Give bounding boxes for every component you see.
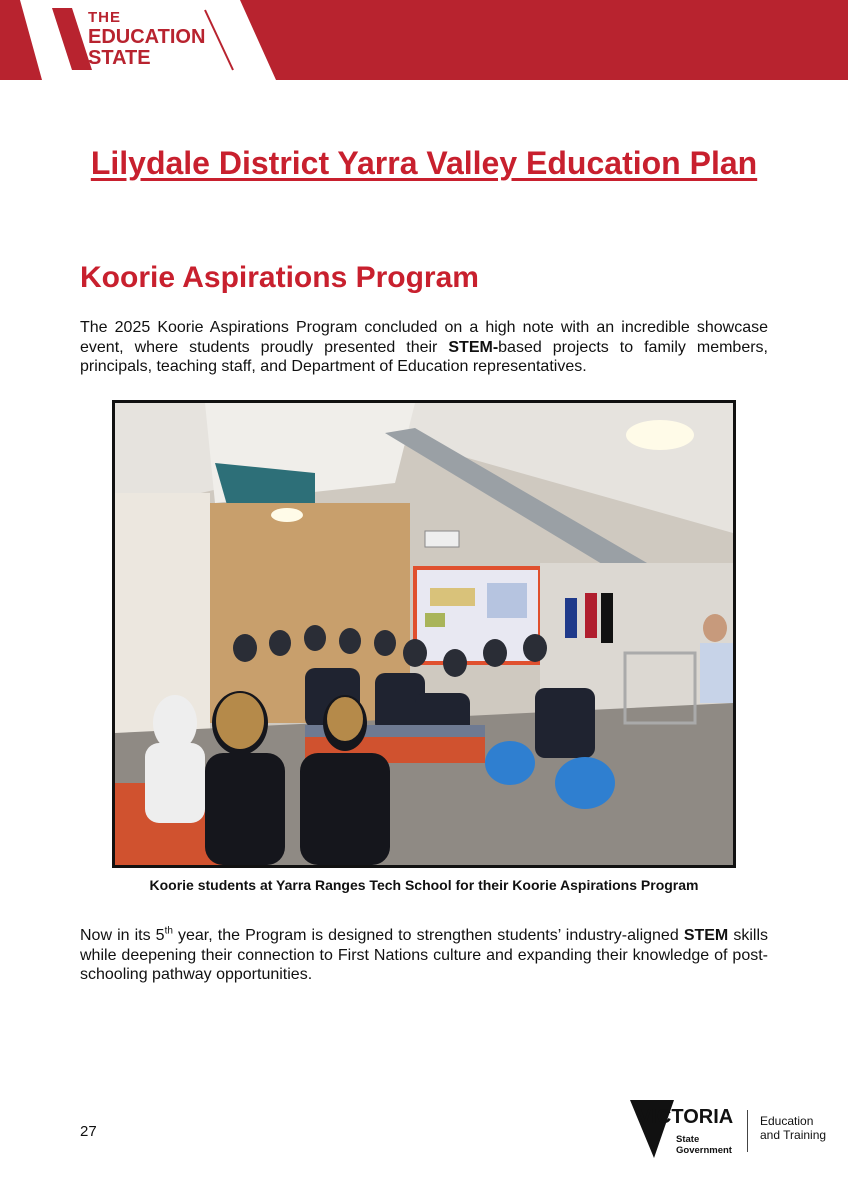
victoria-government-logo: [626, 1096, 836, 1160]
intro-text-1: The 2025 Koorie Aspirations Program concluded on a high note with an incredible showcase event, where students proudly presented their: [80, 319, 768, 356]
photo-caption: Koorie students at Yarra Ranges Tech School for their Koorie Aspirations Program: [149, 877, 699, 893]
program-paragraph: [80, 926, 768, 985]
logo-state: STATE: [88, 47, 151, 69]
intro-paragraph: [80, 318, 768, 377]
education-line: Education: [760, 1114, 814, 1128]
victoria-wordmark: VICTORIA: [638, 1106, 734, 1128]
page-number: 27: [80, 1123, 97, 1140]
program-bold-stem: STEM: [683, 927, 729, 944]
section-heading: Koorie Aspirations Program: [80, 261, 479, 294]
showcase-photo: [112, 400, 736, 868]
document-title: Lilydale District Yarra Valley Education Plan: [90, 145, 758, 181]
government-line: Government: [676, 1145, 732, 1156]
intro-text-2: based projects to family members, principals, teaching staff, and Department of Education representatives.: [80, 338, 768, 375]
classroom-photo-illustration: [115, 403, 733, 865]
program-superscript: th: [164, 925, 173, 937]
program-text-1: Now in its 5: [80, 927, 165, 944]
header-banner: [0, 0, 848, 80]
logo-education: EDUCATION: [88, 26, 206, 48]
state-line: State: [676, 1134, 700, 1145]
state-government-text: [676, 1134, 732, 1156]
program-text-3: skills while deepening their connection to First Nations culture and expanding their knowledge of post-schooling pathway opportunities.: [80, 927, 769, 983]
education-training-text: [760, 1114, 826, 1142]
logo-divider: [747, 1110, 748, 1152]
training-line: and Training: [760, 1128, 827, 1142]
logo-the: THE: [88, 9, 121, 26]
intro-bold-stem: STEM-: [448, 338, 499, 356]
education-state-logo: [88, 10, 205, 68]
program-text-2: year, the Program is designed to strengthen students’ industry-aligned: [172, 927, 684, 944]
